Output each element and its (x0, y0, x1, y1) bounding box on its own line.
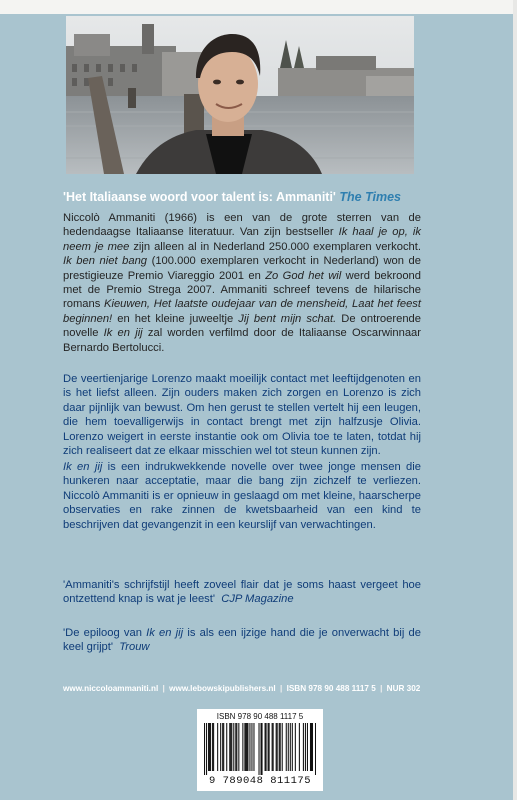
barcode-box (197, 709, 323, 791)
review-text: 'Ammaniti's schrijfstijl heeft zoveel flair dat je soms haast vergeet hoe ontzettend knap is wat je leest' (63, 579, 421, 606)
blurb-paragraph-1: De veertienjarige Lorenzo maakt moeilijk contact met leeftijdgenoten en is het liefst alleen. Zijn ouders maken zich zorgen en Lorenzo is zich daar pijnlijk van bewust. Om hen gerust te stellen vertelt hij een leugen, die hem toevalligerwijs in contact brengt met zijn halfzusje Olivia. Lorenzo weigert in eerste instantie ook om Olivia toe te laten, totdat hij zich realiseert dat ze elkaar misschien wel tot steun kunnen zijn. (63, 373, 421, 458)
separator: | (279, 684, 283, 693)
separator: | (162, 684, 165, 693)
book-title: Ik ben niet bang (63, 255, 148, 268)
review-text: 'De epiloog van (63, 627, 147, 639)
review-source: CJP Magazine (221, 593, 294, 606)
review-text: is als een ijzige hand die je onverwacht bij de keel grijpt' (63, 627, 421, 654)
header-quote (63, 190, 423, 204)
book-title: Ik haal je op, ik neem je mee (63, 226, 421, 253)
book-title: Ik en jij (63, 461, 103, 473)
book-title: Zo God het wil (265, 269, 342, 282)
author-photo (66, 16, 414, 174)
nur-code: NUR 302 (386, 684, 421, 693)
review-quote-1 (63, 578, 421, 607)
header-quote-source: The Times (339, 190, 401, 204)
blurb-paragraph-2 (63, 460, 421, 532)
blurb-text: is een indrukwekkende novelle over twee jonge mensen die hunkeren naar acceptatie, maar die bang zijn zichzelf te verliezen. Niccolò Ammaniti is er opnieuw in geslaagd om met kleine, haarscherpe observaties en rake zinnen de kwetsbaarheid van een kind te beschrijven dat gevangenzit in een keurslijf van verwachtingen. (63, 461, 421, 531)
author-website-link[interactable]: www.niccoloammaniti.nl (63, 684, 159, 693)
bio-text: werd bekroond met de Premio Strega 2007. Ammaniti schreef tevens de hilarische romans (63, 269, 421, 311)
barcode-isbn-label: ISBN 978 90 488 1117 5 (216, 712, 304, 721)
top-edge (0, 0, 517, 14)
footer-links (63, 684, 423, 693)
bio-text: Niccolò Ammaniti (1966) is een van de grote sterren van de hedendaagse Italiaanse literatuur. Van zijn bestseller (63, 212, 421, 239)
barcode-icon (204, 723, 316, 775)
isbn-text: ISBN 978 90 488 1117 5 (286, 684, 376, 693)
right-edge (513, 0, 517, 800)
header-quote-text: 'Het Italiaanse woord voor talent is: Ammaniti' (63, 190, 336, 204)
author-bio (63, 211, 421, 355)
bio-text: De ontroerende novelle (63, 312, 421, 340)
bio-text: en het kleine juweeltje (112, 312, 239, 325)
bio-text: zal worden verfilmd door de Italiaanse Oscarwinnaar Bernardo Bertolucci. (63, 327, 421, 354)
book-title: Ik en jij (103, 327, 143, 340)
publisher-website-link[interactable]: www.lebowskipublishers.nl (169, 684, 276, 693)
book-title: Jij bent mijn schat. (238, 312, 337, 325)
bio-text: zijn alleen al in Nederland 250.000 exemplaren verkocht. (129, 240, 421, 253)
separator: | (380, 684, 383, 693)
review-source: Trouw (119, 641, 150, 654)
bio-text: (100.000 exemplaren verkocht in Nederland) won de prestigieuze Premio Viareggio 2001 en (63, 255, 421, 282)
review-quote-2 (63, 626, 421, 655)
book-title: Kieuwen, Het laatste oudejaar van de mensheid, Laat het feest beginnen! (63, 298, 421, 325)
book-title: Ik en jij (146, 627, 184, 639)
barcode-digits: 9 789048 811175 (208, 775, 311, 787)
